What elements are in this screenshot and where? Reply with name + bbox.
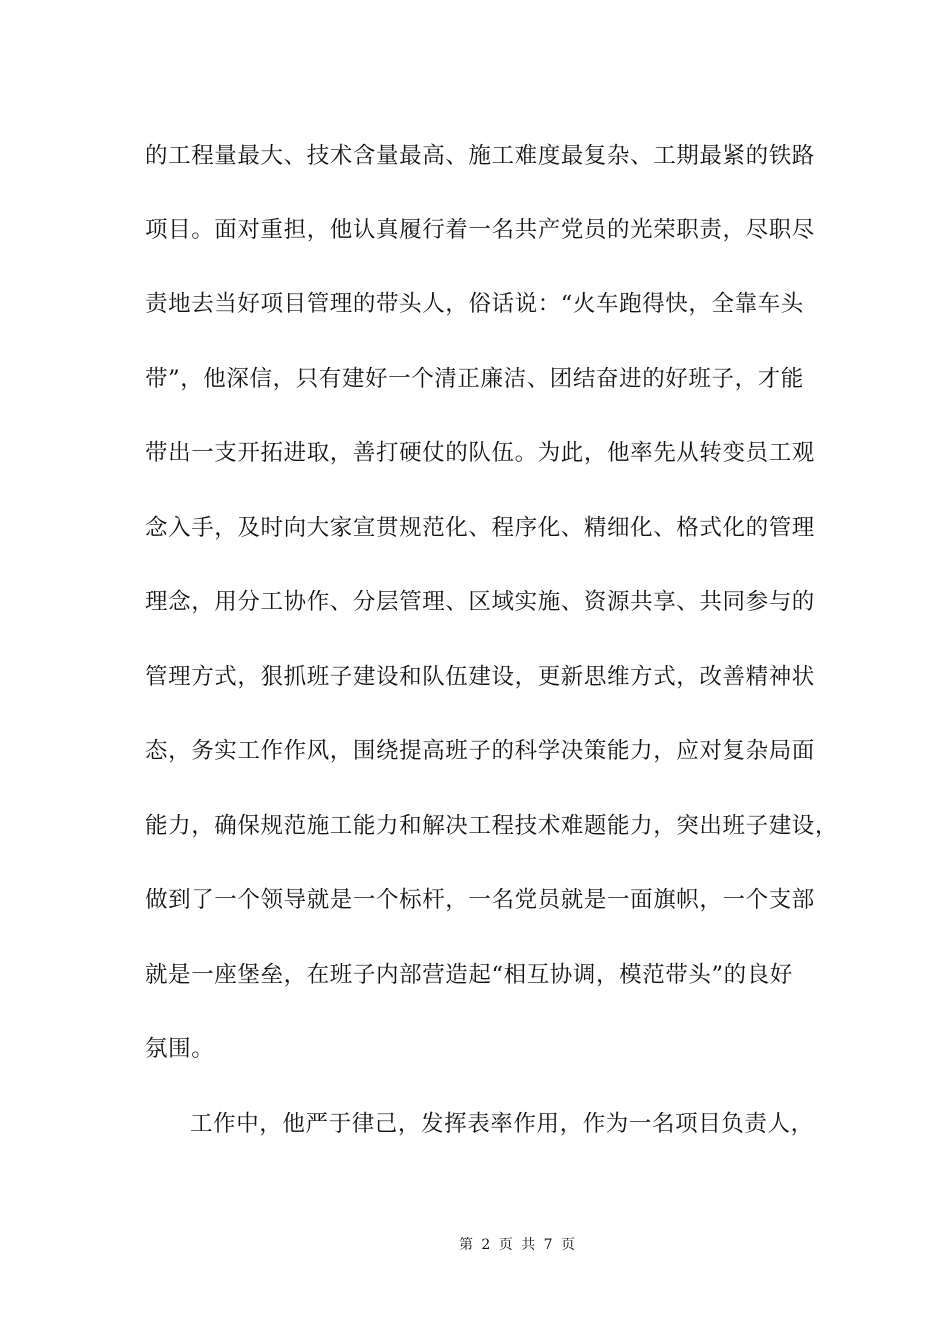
page-footer	[0, 1236, 950, 1254]
body-line-13: 氛围。	[145, 1036, 215, 1062]
body-line-10: 能力，确保规范施工能力和解决工程技术难题能力，突出班子建设，	[145, 813, 839, 839]
footer-total-pages: 7	[543, 1237, 553, 1253]
body-line-8: 管理方式，狠抓班子建设和队伍建设，更新思维方式，改善精神状	[145, 664, 815, 690]
footer-current-page: 2	[481, 1237, 491, 1253]
footer-page-word: 页	[498, 1237, 513, 1253]
body-line-11: 做到了一个领导就是一个标杆，一名党员就是一面旗帜，一个支部	[145, 887, 815, 913]
body-line-4: 带”，他深信，只有建好一个清正廉洁、团结奋进的好班子，才能	[145, 366, 804, 392]
body-line-1: 的工程量最大、技术含量最高、施工难度最复杂、工期最紧的铁路	[145, 143, 815, 169]
body-line-7: 理念，用分工协作、分层管理、区域实施、资源共享、共同参与的	[145, 589, 815, 615]
footer-total-prefix: 共	[521, 1237, 536, 1253]
body-line-6: 念入手，及时向大家宣贯规范化、程序化、精细化、格式化的管理	[145, 515, 815, 541]
body-line-2: 项目。面对重担，他认真履行着一名共产党员的光荣职责，尽职尽	[145, 217, 815, 243]
body-line-12: 就是一座堡垒，在班子内部营造起“相互协调，模范带头”的良好	[145, 962, 793, 988]
body-line-5: 带出一支开拓进取，善打硬仗的队伍。为此，他率先从转变员工观	[145, 440, 815, 466]
paragraph-start-line: 工作中，他严于律己，发挥表率作用，作为一名项目负责人，	[190, 1111, 814, 1137]
footer-suffix: 页	[561, 1237, 576, 1253]
body-line-9: 态，务实工作作风，围绕提高班子的科学决策能力，应对复杂局面	[145, 738, 815, 764]
body-line-3: 责地去当好项目管理的带头人，俗话说：“火车跑得快，全靠车头	[145, 291, 804, 317]
footer-prefix: 第	[458, 1237, 473, 1253]
